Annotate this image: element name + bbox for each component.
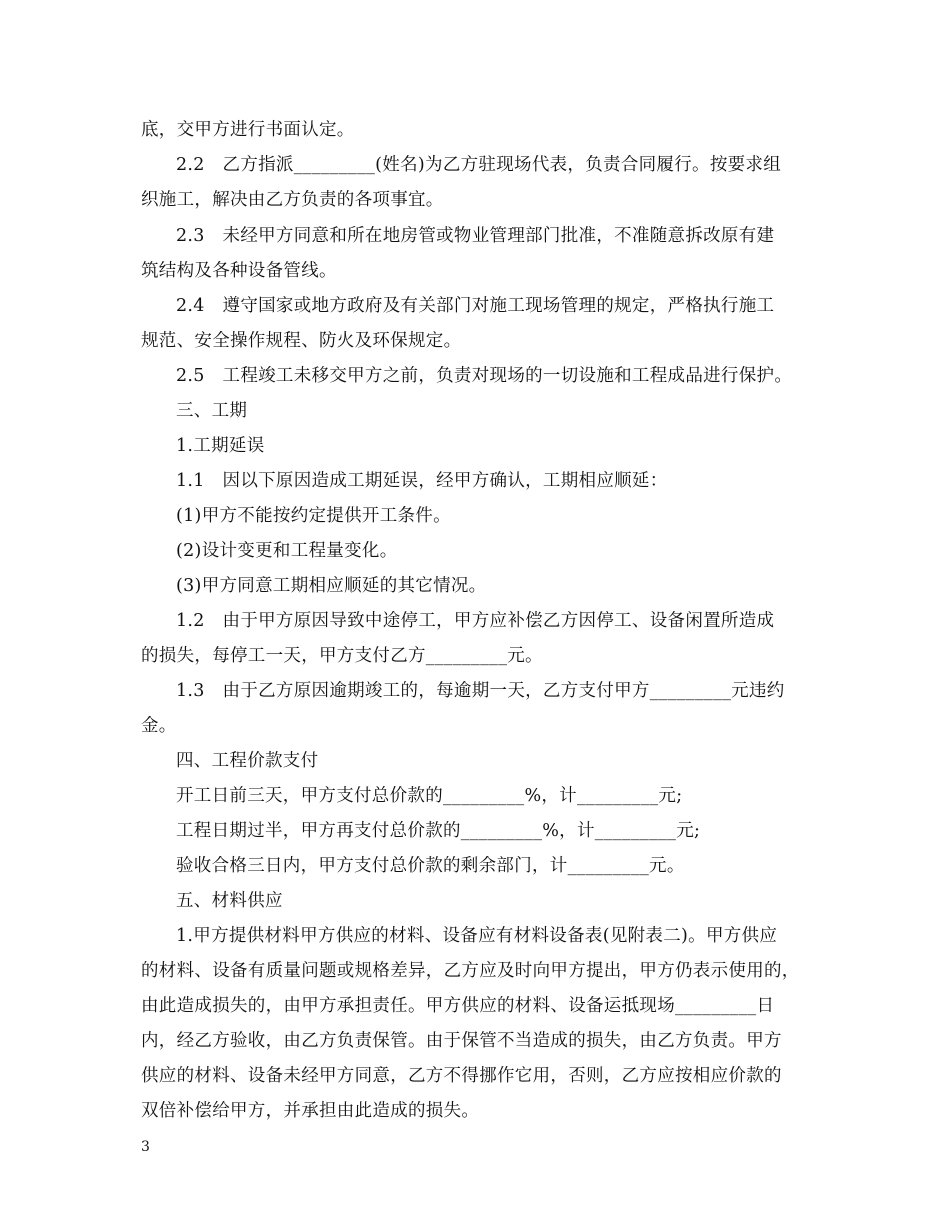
- text-line: 规范、安全操作规程、防火及环保规定。: [141, 331, 462, 351]
- list-item: (2)设计变更和工程量变化。: [176, 541, 398, 561]
- subsection-heading: 1.工期延误: [176, 436, 265, 456]
- page-number: 3: [141, 1139, 150, 1155]
- section-heading: 三、工期: [176, 401, 248, 421]
- text-line: 1.1 因以下原因造成工期延误，经甲方确认，工期相应顺延：: [176, 471, 668, 491]
- text-line: 工程日期过半，甲方再支付总价款的_________%，计_________元;: [176, 821, 701, 841]
- text-line: 筑结构及各种设备管线。: [141, 261, 337, 281]
- section-heading: 五、材料供应: [176, 891, 283, 911]
- text-line: 验收合格三日内，甲方支付总价款的剩余部门，计_________元。: [176, 856, 685, 876]
- text-line: 供应的材料、设备未经甲方同意，乙方不得挪作它用，否则，乙方应按相应价款的: [141, 1066, 782, 1086]
- text-line: 金。: [141, 716, 177, 736]
- section-heading: 四、工程价款支付: [176, 751, 319, 771]
- list-item: (1)甲方不能按约定提供开工条件。: [176, 506, 451, 526]
- text-line: 2.5 工程竣工未移交甲方之前，负责对现场的一切设施和工程成品进行保护。: [176, 366, 793, 386]
- text-line: 2.3 未经甲方同意和所在地房管或物业管理部门批准，不准随意拆改原有建: [176, 226, 775, 246]
- text-line: 1.甲方提供材料甲方供应的材料、设备应有材料设备表(见附表二)。甲方供应: [176, 926, 778, 946]
- text-line: 1.3 由于乙方原因逾期竣工的，每逾期一天，乙方支付甲方_________元违约: [176, 681, 785, 701]
- text-line: 织施工，解决由乙方负责的各项事宜。: [141, 190, 444, 210]
- text-line: 的材料、设备有质量问题或规格差异，乙方应及时向甲方提出，甲方仍表示使用的，: [141, 961, 800, 981]
- text-line: 开工日前三天，甲方支付总价款的_________%，计_________元;: [176, 786, 683, 806]
- text-line: 内，经乙方验收，由乙方负责保管。由于保管不当造成的损失，由乙方负责。甲方: [141, 1031, 782, 1051]
- text-line: 的损失，每停工一天，甲方支付乙方_________元。: [141, 646, 543, 666]
- text-line: 2.2 乙方指派_________(姓名)为乙方驻现场代表，负责合同履行。按要求组: [176, 155, 782, 175]
- text-line: 由此造成损失的，由甲方承担责任。甲方供应的材料、设备运抵现场_________日: [141, 996, 775, 1016]
- text-line: 2.4 遵守国家或地方政府及有关部门对施工现场管理的规定，严格执行施工: [176, 296, 775, 316]
- text-line: 双倍补偿给甲方，并承担由此造成的损失。: [141, 1101, 480, 1121]
- text-line: 1.2 由于甲方原因导致中途停工，甲方应补偿乙方因停工、设备闲置所造成: [176, 611, 775, 631]
- text-line: 底，交甲方进行书面认定。: [141, 120, 355, 140]
- list-item: (3)甲方同意工期相应顺延的其它情况。: [176, 576, 487, 596]
